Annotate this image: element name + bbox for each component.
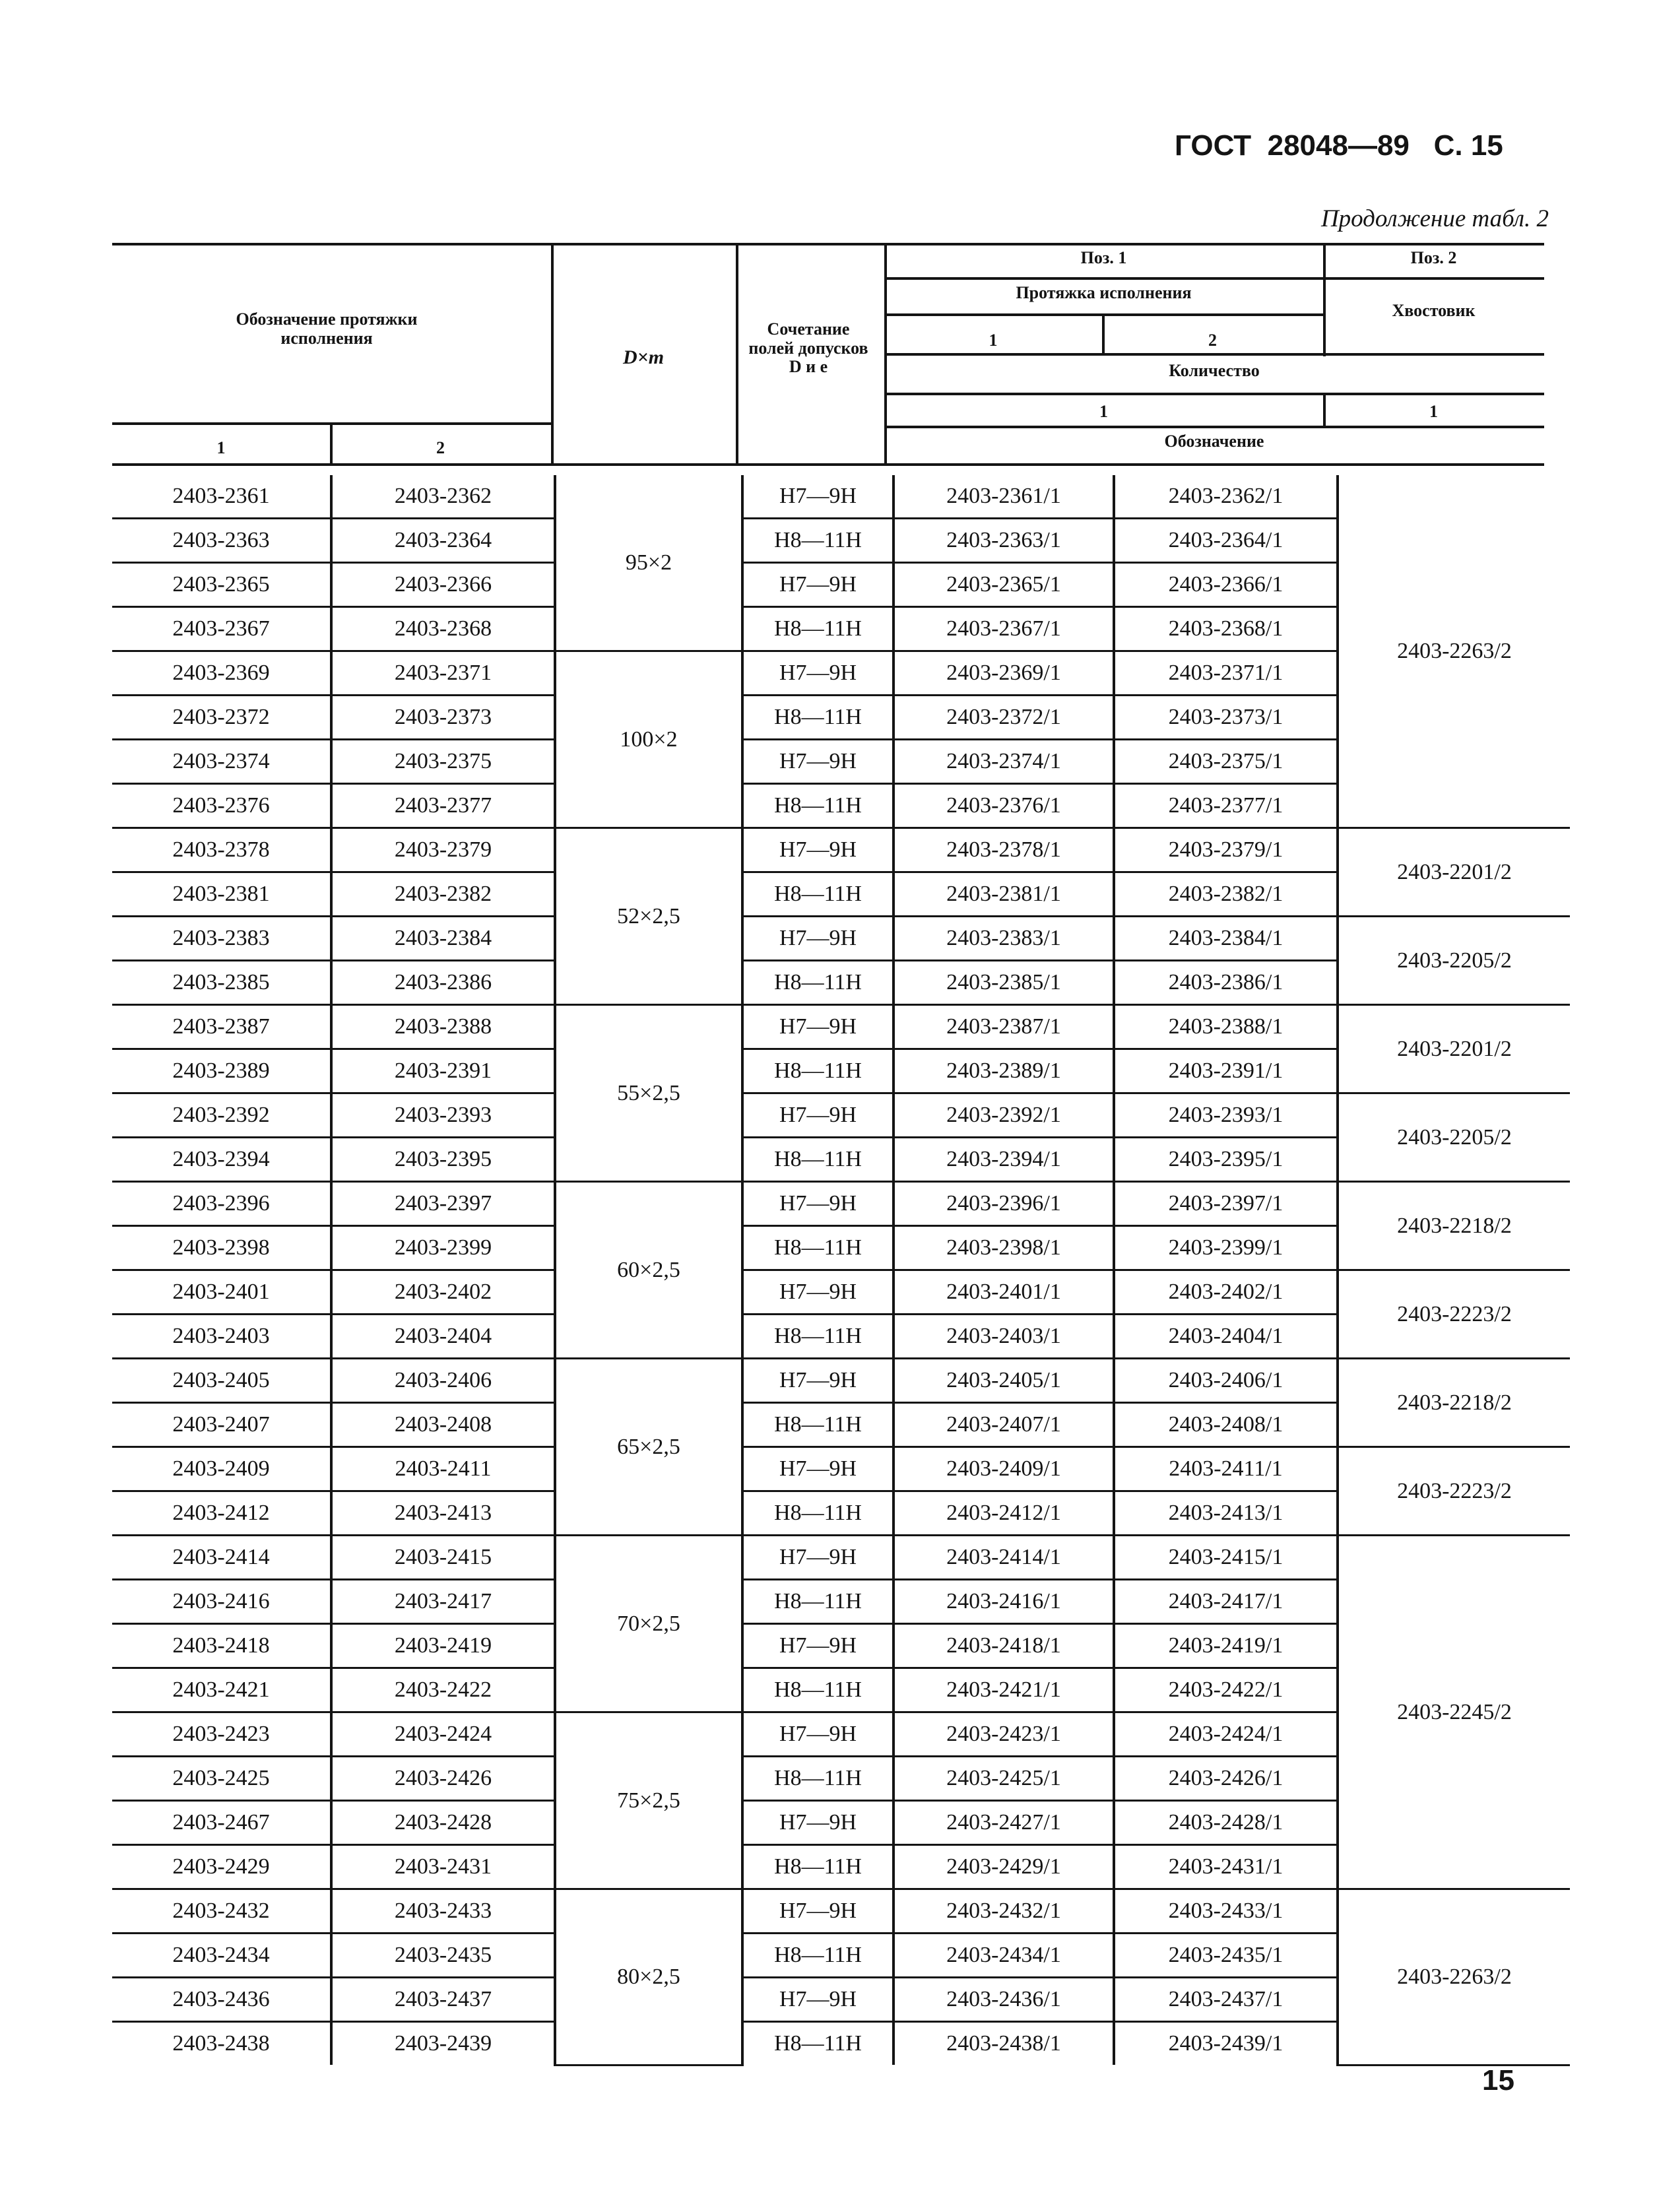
pos1-version-2-cell: 2403-2433/1: [1114, 1889, 1338, 1934]
pos1-version-2-cell: 2403-2404/1: [1114, 1315, 1338, 1359]
pos1-version-2-cell: 2403-2424/1: [1114, 1712, 1338, 1757]
dxm-cell: 80×2,5: [555, 1889, 742, 2066]
designation-1-cell: 2403-2376: [112, 784, 331, 828]
header-top-rule: [112, 243, 1544, 245]
table-row: [112, 917, 1570, 961]
designation-2-cell: 2403-2431: [331, 1845, 555, 1889]
tolerance-cell: H7—9H: [742, 1978, 893, 2022]
pos1-version-1-cell: 2403-2394/1: [893, 1138, 1114, 1182]
table-row: [112, 1093, 1570, 1138]
designation-header: Обозначение протяжки исполнения: [236, 309, 418, 348]
designation-short-rule: [884, 426, 1544, 428]
designation-1-cell: 2403-2414: [112, 1536, 331, 1580]
pos1-version-2-cell: 2403-2411/1: [1114, 1447, 1338, 1491]
designation-2-cell: 2403-2437: [331, 1978, 555, 2022]
dxm-cell: 75×2,5: [555, 1712, 742, 1889]
designation-1-cell: 2403-2416: [112, 1580, 331, 1624]
tolerance-cell: H8—11H: [742, 1138, 893, 1182]
tolerance-cell: H8—11H: [742, 961, 893, 1005]
header-divider-3: [884, 244, 887, 465]
tolerance-cell: H8—11H: [742, 784, 893, 828]
designation-1-cell: 2403-2385: [112, 961, 331, 1005]
pos1-version-1-cell: 2403-2401/1: [893, 1270, 1114, 1315]
dxm-cell: 52×2,5: [555, 828, 742, 1005]
pos1-version-1-cell: 2403-2365/1: [893, 563, 1114, 607]
designation-1-cell: 2403-2434: [112, 1934, 331, 1978]
designation-1-cell: 2403-2392: [112, 1093, 331, 1138]
pos1-version-1-cell: 2403-2378/1: [893, 828, 1114, 872]
table-row: [112, 1005, 1570, 1049]
tolerance-cell: H7—9H: [742, 1801, 893, 1845]
broach-table: [112, 475, 1570, 2066]
designation-2-cell: 2403-2382: [331, 872, 555, 917]
designation-1-cell: 2403-2403: [112, 1315, 331, 1359]
designation-2-cell: 2403-2391: [331, 1049, 555, 1093]
designation-2-cell: 2403-2362: [331, 475, 555, 519]
designation-2-cell: 2403-2388: [331, 1005, 555, 1049]
designation-1-cell: 2403-2387: [112, 1005, 331, 1049]
designation-col1-header: 1: [216, 438, 226, 457]
designation-1-cell: 2403-2365: [112, 563, 331, 607]
tolerance-cell: H7—9H: [742, 1005, 893, 1049]
pos1-version-2-cell: 2403-2393/1: [1114, 1093, 1338, 1138]
table-row: [112, 1182, 1570, 1226]
designation-1-cell: 2403-2381: [112, 872, 331, 917]
designation-1-cell: 2403-2367: [112, 607, 331, 651]
page-number: 15: [1482, 2064, 1514, 2097]
designation-1-cell: 2403-2398: [112, 1226, 331, 1270]
pos1-version-2-cell: 2403-2373/1: [1114, 696, 1338, 740]
designation-2-cell: 2403-2393: [331, 1093, 555, 1138]
pos1-version-1-cell: 2403-2409/1: [893, 1447, 1114, 1491]
header-divider-4: [1323, 244, 1326, 356]
pos1-version-1-cell: 2403-2427/1: [893, 1801, 1114, 1845]
designation-1-cell: 2403-2425: [112, 1757, 331, 1801]
shank-cell: 2403-2205/2: [1338, 917, 1570, 1005]
table-row: [112, 828, 1570, 872]
pos1-version-2-cell: 2403-2397/1: [1114, 1182, 1338, 1226]
tolerance-cell: H7—9H: [742, 651, 893, 696]
table-row: [112, 1536, 1570, 1580]
tolerance-cell: H7—9H: [742, 563, 893, 607]
broach-table-body: [112, 475, 1570, 2065]
pos1-version-2-cell: 2403-2379/1: [1114, 828, 1338, 872]
pos1-version-1-cell: 2403-2436/1: [893, 1978, 1114, 2022]
quantity-rule-top: [884, 353, 1544, 356]
pos-rule: [884, 277, 1544, 280]
designation-2-cell: 2403-2415: [331, 1536, 555, 1580]
designation-2-cell: 2403-2395: [331, 1138, 555, 1182]
designation-2-cell: 2403-2413: [331, 1491, 555, 1536]
designation-2-cell: 2403-2439: [331, 2022, 555, 2066]
pos1-version-1-cell: 2403-2383/1: [893, 917, 1114, 961]
pos1-version-1-cell: 2403-2398/1: [893, 1226, 1114, 1270]
pos1-version-1-cell: 2403-2376/1: [893, 784, 1114, 828]
pos1-version-1-cell: 2403-2407/1: [893, 1403, 1114, 1447]
pos1-header: Поз. 1: [1080, 248, 1127, 267]
dxm-header: D×m: [622, 346, 665, 368]
designation-1-cell: 2403-2467: [112, 1801, 331, 1845]
quantity-rule-bottom: [884, 393, 1544, 395]
pos1-version-2-cell: 2403-2371/1: [1114, 651, 1338, 696]
tolerance-cell: H8—11H: [742, 1491, 893, 1536]
tolerance-cell: H8—11H: [742, 1315, 893, 1359]
table-row: [112, 1447, 1570, 1491]
pos1-version-2-cell: 2403-2415/1: [1114, 1536, 1338, 1580]
pos1-version-1-cell: 2403-2438/1: [893, 2022, 1114, 2066]
pos1-version-1-cell: 2403-2429/1: [893, 1845, 1114, 1889]
pos1-version-1-cell: 2403-2381/1: [893, 872, 1114, 917]
pos1-version-2-cell: 2403-2422/1: [1114, 1668, 1338, 1712]
designation-1-cell: 2403-2429: [112, 1845, 331, 1889]
pos1-version-1-cell: 2403-2387/1: [893, 1005, 1114, 1049]
tolerance-cell: H7—9H: [742, 1093, 893, 1138]
pos1-version-1-cell: 2403-2403/1: [893, 1315, 1114, 1359]
tolerance-cell: H8—11H: [742, 872, 893, 917]
designation-2-cell: 2403-2419: [331, 1624, 555, 1668]
shank-cell: 2403-2223/2: [1338, 1447, 1570, 1536]
pos1-version-2-cell: 2403-2435/1: [1114, 1934, 1338, 1978]
shank-cell: 2403-2218/2: [1338, 1359, 1570, 1447]
designation-2-cell: 2403-2426: [331, 1757, 555, 1801]
dxm-cell: 65×2,5: [555, 1359, 742, 1536]
designation-2-cell: 2403-2366: [331, 563, 555, 607]
tolerance-cell: H8—11H: [742, 1845, 893, 1889]
shank-header: Хвостовик: [1392, 301, 1476, 320]
tolerance-cell: H7—9H: [742, 1182, 893, 1226]
designation-1-cell: 2403-2369: [112, 651, 331, 696]
quantity-1-header: 1: [1099, 402, 1108, 421]
tolerance-cell: H7—9H: [742, 740, 893, 784]
tolerance-cell: H8—11H: [742, 519, 893, 563]
broach-version-header: Протяжка исполнения: [1016, 283, 1192, 302]
pos1-version-1-cell: 2403-2434/1: [893, 1934, 1114, 1978]
tolerance-cell: H8—11H: [742, 1668, 893, 1712]
designation-1-cell: 2403-2432: [112, 1889, 331, 1934]
page-reference: С. 15: [1433, 129, 1503, 162]
shank-cell: 2403-2223/2: [1338, 1270, 1570, 1359]
header-divider-7: [330, 424, 333, 465]
pos1-version-2-cell: 2403-2399/1: [1114, 1226, 1338, 1270]
tolerance-cell: H7—9H: [742, 1447, 893, 1491]
designation-2-cell: 2403-2433: [331, 1889, 555, 1934]
designation-2-cell: 2403-2364: [331, 519, 555, 563]
pos1-version-2-cell: 2403-2364/1: [1114, 519, 1338, 563]
tolerance-cell: H7—9H: [742, 828, 893, 872]
table-row: [112, 1359, 1570, 1403]
tolerance-cell: H7—9H: [742, 475, 893, 519]
designation-1-cell: 2403-2363: [112, 519, 331, 563]
quantity-2-header: 1: [1429, 402, 1438, 421]
designation-2-cell: 2403-2373: [331, 696, 555, 740]
header-divider-5: [1102, 315, 1105, 354]
pos1-version-2-cell: 2403-2377/1: [1114, 784, 1338, 828]
pos1-version-2-cell: 2403-2382/1: [1114, 872, 1338, 917]
shank-cell: 2403-2201/2: [1338, 828, 1570, 917]
designation-col2-header: 2: [436, 438, 445, 457]
designation-2-cell: 2403-2368: [331, 607, 555, 651]
pos1-version-2-cell: 2403-2406/1: [1114, 1359, 1338, 1403]
designation-2-cell: 2403-2408: [331, 1403, 555, 1447]
pos1-version-2-cell: 2403-2375/1: [1114, 740, 1338, 784]
pos1-version-2-cell: 2403-2413/1: [1114, 1491, 1338, 1536]
designation-1-cell: 2403-2383: [112, 917, 331, 961]
pos1-version-1-cell: 2403-2369/1: [893, 651, 1114, 696]
pos2-header: Поз. 2: [1410, 248, 1457, 267]
pos1-version-1-cell: 2403-2363/1: [893, 519, 1114, 563]
pos1-version-1-cell: 2403-2385/1: [893, 961, 1114, 1005]
tolerance-cell: H8—11H: [742, 2022, 893, 2066]
tolerance-cell: H7—9H: [742, 1889, 893, 1934]
designation-2-cell: 2403-2375: [331, 740, 555, 784]
designation-2-cell: 2403-2404: [331, 1315, 555, 1359]
pos1-version-1-cell: 2403-2389/1: [893, 1049, 1114, 1093]
designation-1-cell: 2403-2412: [112, 1491, 331, 1536]
pos1-version-1-cell: 2403-2423/1: [893, 1712, 1114, 1757]
tolerance-cell: H8—11H: [742, 1757, 893, 1801]
table-row: [112, 1889, 1570, 1934]
designation-1-cell: 2403-2396: [112, 1182, 331, 1226]
designation-2-cell: 2403-2435: [331, 1934, 555, 1978]
header-divider-1: [551, 244, 554, 465]
pos1-version-1-cell: 2403-2432/1: [893, 1889, 1114, 1934]
tolerance-cell: H7—9H: [742, 1270, 893, 1315]
tolerance-header: Сочетание полей допусков D и e: [748, 319, 868, 377]
pos1-version-2-cell: 2403-2391/1: [1114, 1049, 1338, 1093]
pos1-version-2-cell: 2403-2426/1: [1114, 1757, 1338, 1801]
designation-1-cell: 2403-2378: [112, 828, 331, 872]
designation-1-cell: 2403-2421: [112, 1668, 331, 1712]
pos1-version-1-cell: 2403-2372/1: [893, 696, 1114, 740]
tolerance-cell: H8—11H: [742, 1403, 893, 1447]
table-row: [112, 1270, 1570, 1315]
pos1-version-2-cell: 2403-2384/1: [1114, 917, 1338, 961]
designation-1-cell: 2403-2401: [112, 1270, 331, 1315]
designation-1-cell: 2403-2409: [112, 1447, 331, 1491]
designation-2-cell: 2403-2402: [331, 1270, 555, 1315]
standard-number: 28048—89: [1267, 129, 1410, 162]
pos1-version-2-cell: 2403-2439/1: [1114, 2022, 1338, 2066]
shank-cell: 2403-2205/2: [1338, 1093, 1570, 1182]
pos1-version-2-cell: 2403-2368/1: [1114, 607, 1338, 651]
pos1-version-1-cell: 2403-2425/1: [893, 1757, 1114, 1801]
pos1-version-2-cell: 2403-2395/1: [1114, 1138, 1338, 1182]
pos1-version-2-cell: 2403-2428/1: [1114, 1801, 1338, 1845]
designation-2-cell: 2403-2399: [331, 1226, 555, 1270]
pos1-version-2-cell: 2403-2408/1: [1114, 1403, 1338, 1447]
tolerance-cell: H8—11H: [742, 607, 893, 651]
pos1-version-1-cell: 2403-2418/1: [893, 1624, 1114, 1668]
pos1-version-2-cell: 2403-2362/1: [1114, 475, 1338, 519]
designation-2-cell: 2403-2424: [331, 1712, 555, 1757]
designation-1-cell: 2403-2372: [112, 696, 331, 740]
designation-2-cell: 2403-2422: [331, 1668, 555, 1712]
designation-1-cell: 2403-2436: [112, 1978, 331, 2022]
tolerance-cell: H7—9H: [742, 917, 893, 961]
designation-1-cell: 2403-2438: [172, 2031, 270, 2056]
pos1-version-2-cell: 2403-2366/1: [1114, 563, 1338, 607]
designation-2-cell: 2403-2411: [331, 1447, 555, 1491]
designation-1-cell: 2403-2405: [112, 1359, 331, 1403]
tolerance-cell: H7—9H: [742, 1712, 893, 1757]
table-continuation-label: Продолжение табл. 2: [1320, 205, 1549, 232]
pos1-version-1-cell: 2403-2396/1: [893, 1182, 1114, 1226]
tolerance-cell: H7—9H: [742, 1359, 893, 1403]
pos1-version-1-cell: 2403-2367/1: [893, 607, 1114, 651]
designation-2-cell: 2403-2377: [331, 784, 555, 828]
tolerance-cell: H8—11H: [742, 1226, 893, 1270]
pos1-version-1-cell: 2403-2412/1: [893, 1491, 1114, 1536]
tolerance-cell: H8—11H: [742, 1049, 893, 1093]
page-header: [1175, 129, 1557, 176]
tolerance-cell: H7—9H: [742, 1536, 893, 1580]
header-bottom-rule: [112, 463, 1544, 466]
shank-cell: 2403-2263/2: [1338, 475, 1570, 828]
tolerance-cell: H7—9H: [742, 1624, 893, 1668]
designation-2-cell: 2403-2397: [331, 1182, 555, 1226]
tolerance-cell: H8—11H: [742, 696, 893, 740]
shank-cell: 2403-2263/2: [1338, 1889, 1570, 2066]
version-1-header: 1: [989, 331, 998, 350]
quantity-header: Количество: [1169, 361, 1260, 380]
pos1-version-2-cell: 2403-2419/1: [1114, 1624, 1338, 1668]
designation-2-cell: 2403-2384: [331, 917, 555, 961]
pos1-version-1-cell: 2403-2361/1: [893, 475, 1114, 519]
header-divider-6: [1323, 395, 1326, 426]
designation-1-cell: 2403-2374: [112, 740, 331, 784]
pos1-version-1-cell: 2403-2421/1: [893, 1668, 1114, 1712]
table-row: [112, 475, 1570, 519]
dxm-cell: 70×2,5: [555, 1536, 742, 1712]
pos1-version-2-cell: 2403-2431/1: [1114, 1845, 1338, 1889]
dxm-cell: 95×2: [555, 475, 742, 651]
version-2-header: 2: [1208, 331, 1217, 350]
designation-2-cell: 2403-2428: [331, 1801, 555, 1845]
standard-label: ГОСТ: [1175, 129, 1252, 162]
dxm-cell: 60×2,5: [555, 1182, 742, 1359]
pos1-version-1-cell: 2403-2374/1: [893, 740, 1114, 784]
pos1-version-1-cell: 2403-2414/1: [893, 1536, 1114, 1580]
pos1-version-1-cell: 2403-2416/1: [893, 1580, 1114, 1624]
designation-1-cell: 2403-2407: [112, 1403, 331, 1447]
designation-1-cell: 2403-2389: [112, 1049, 331, 1093]
pos1-version-1-cell: 2403-2405/1: [893, 1359, 1114, 1403]
pos1-version-2-cell: 2403-2437/1: [1114, 1978, 1338, 2022]
pos1-version-1-cell: 2403-2392/1: [893, 1093, 1114, 1138]
designation-1-cell: 2403-2423: [112, 1712, 331, 1757]
designation-1-cell: 2403-2418: [112, 1624, 331, 1668]
shank-cell: 2403-2218/2: [1338, 1182, 1570, 1270]
tolerance-cell: H8—11H: [742, 1934, 893, 1978]
tolerance-cell: H8—11H: [742, 1580, 893, 1624]
header-divider-2: [736, 244, 738, 465]
designation-2-cell: 2403-2417: [331, 1580, 555, 1624]
designation-1-cell: 2403-2361: [112, 475, 331, 519]
pos1-version-2-cell: 2403-2388/1: [1114, 1005, 1338, 1049]
designation-2-cell: 2403-2386: [331, 961, 555, 1005]
dxm-cell: 55×2,5: [555, 1005, 742, 1182]
shank-cell: 2403-2245/2: [1338, 1536, 1570, 1889]
dxm-cell: 100×2: [555, 651, 742, 828]
shank-cell: 2403-2201/2: [1338, 1005, 1570, 1093]
designation-2-cell: 2403-2379: [331, 828, 555, 872]
pos1-version-2-cell: 2403-2417/1: [1114, 1580, 1338, 1624]
pos1-version-2-cell: 2403-2386/1: [1114, 961, 1338, 1005]
designation-short-header: Обозначение: [1164, 432, 1264, 451]
designation-2-cell: 2403-2406: [331, 1359, 555, 1403]
pos1-version-2-cell: 2403-2402/1: [1114, 1270, 1338, 1315]
designation-1-cell: 2403-2394: [112, 1138, 331, 1182]
designation-2-cell: 2403-2371: [331, 651, 555, 696]
